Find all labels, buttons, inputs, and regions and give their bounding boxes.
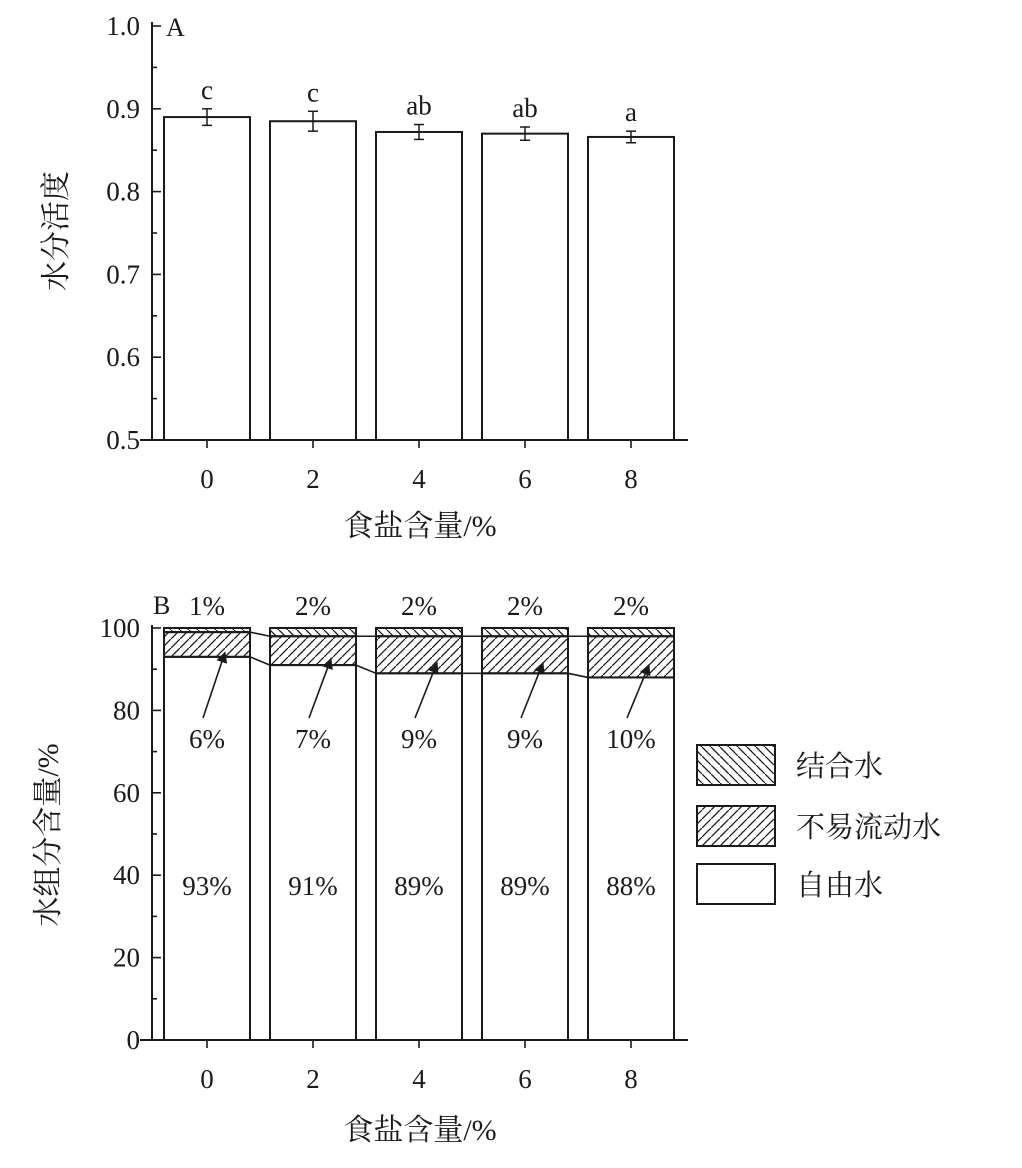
bar-segment-free-water xyxy=(164,657,250,1040)
panel-b-label: B xyxy=(153,591,171,620)
significance-label: c xyxy=(201,74,213,105)
panel-b-stacked-bars xyxy=(164,591,674,1094)
panel-b-water-component-chart xyxy=(32,591,941,1147)
legend-swatch xyxy=(697,864,775,904)
panel-a-bars xyxy=(164,75,674,494)
series-connector-line xyxy=(250,632,270,636)
bar xyxy=(376,132,462,440)
immobilized-water-value-label: 9% xyxy=(401,724,437,754)
bound-water-value-label: 2% xyxy=(401,591,437,621)
y-tick-label: 60 xyxy=(113,777,140,808)
panel-a-label: A xyxy=(166,13,185,42)
legend-swatch xyxy=(697,745,775,785)
significance-label: ab xyxy=(406,90,432,121)
x-tick-label: 0 xyxy=(200,1064,214,1094)
y-tick-label: 80 xyxy=(113,695,140,726)
x-tick-label: 8 xyxy=(624,1064,638,1094)
bar-segment-bound-water xyxy=(164,628,250,632)
panel-b-y-axis-title: 水组分含量/% xyxy=(32,743,65,927)
immobilized-water-value-label: 9% xyxy=(507,724,543,754)
y-tick-label: 0.9 xyxy=(106,93,140,124)
panel-a-water-activity-chart xyxy=(40,11,688,543)
panel-a-y-axis-title: 水分活度 xyxy=(40,171,73,291)
bar xyxy=(164,117,250,440)
bound-water-value-label: 2% xyxy=(295,591,331,621)
free-water-value-label: 89% xyxy=(394,871,444,901)
bound-water-value-label: 1% xyxy=(189,591,225,621)
legend-label: 结合水 xyxy=(796,751,884,783)
significance-label: c xyxy=(307,77,319,108)
y-tick-label: 1.0 xyxy=(106,11,140,41)
bar-segment-bound-water xyxy=(376,628,462,636)
free-water-value-label: 89% xyxy=(500,871,550,901)
y-tick-label: 0.8 xyxy=(106,176,140,207)
panel-a-x-axis-title: 食盐含量/% xyxy=(343,510,497,543)
legend-swatch xyxy=(697,806,775,846)
immobilized-water-value-label: 10% xyxy=(606,724,656,754)
series-connector-line xyxy=(356,665,376,673)
y-tick-label: 100 xyxy=(99,613,140,643)
y-tick-label: 0.5 xyxy=(106,425,140,455)
bar-segment-bound-water xyxy=(270,628,356,636)
y-tick-label: 20 xyxy=(113,942,140,973)
panel-b-x-axis-title: 食盐含量/% xyxy=(343,1114,497,1147)
bar-segment-immobilized-water xyxy=(270,636,356,665)
bar xyxy=(482,134,568,440)
bound-water-value-label: 2% xyxy=(613,591,649,621)
bar-segment-free-water xyxy=(270,665,356,1040)
x-tick-label: 6 xyxy=(518,464,532,494)
panel-b-legend xyxy=(697,745,941,904)
bar xyxy=(588,137,674,440)
free-water-value-label: 93% xyxy=(182,871,232,901)
free-water-value-label: 91% xyxy=(288,871,338,901)
bar-segment-immobilized-water xyxy=(376,636,462,673)
bar-segment-immobilized-water xyxy=(164,632,250,657)
y-tick-label: 0.6 xyxy=(106,342,140,373)
x-tick-label: 4 xyxy=(412,464,426,494)
bound-water-value-label: 2% xyxy=(507,591,543,621)
x-tick-label: 2 xyxy=(306,464,320,494)
free-water-value-label: 88% xyxy=(606,871,656,901)
bar xyxy=(270,121,356,440)
x-tick-label: 2 xyxy=(306,1064,320,1094)
bar-segment-immobilized-water xyxy=(482,636,568,673)
immobilized-water-value-label: 6% xyxy=(189,724,225,754)
significance-label: a xyxy=(625,97,637,128)
bar-segment-immobilized-water xyxy=(588,636,674,677)
bar-segment-bound-water xyxy=(588,628,674,636)
x-tick-label: 4 xyxy=(412,1064,426,1094)
immobilized-water-value-label: 7% xyxy=(295,724,331,754)
series-connector-line xyxy=(250,657,270,665)
x-tick-label: 0 xyxy=(200,464,214,494)
y-tick-label: 40 xyxy=(113,860,140,891)
y-tick-label: 0 xyxy=(126,1025,140,1055)
significance-label: ab xyxy=(512,93,538,124)
series-connector-line xyxy=(568,673,588,677)
legend-label: 不易流动水 xyxy=(796,812,942,844)
x-tick-label: 6 xyxy=(518,1064,532,1094)
legend-label: 自由水 xyxy=(796,870,884,902)
x-tick-label: 8 xyxy=(624,464,638,494)
bar-segment-bound-water xyxy=(482,628,568,636)
y-tick-label: 0.7 xyxy=(106,259,140,290)
